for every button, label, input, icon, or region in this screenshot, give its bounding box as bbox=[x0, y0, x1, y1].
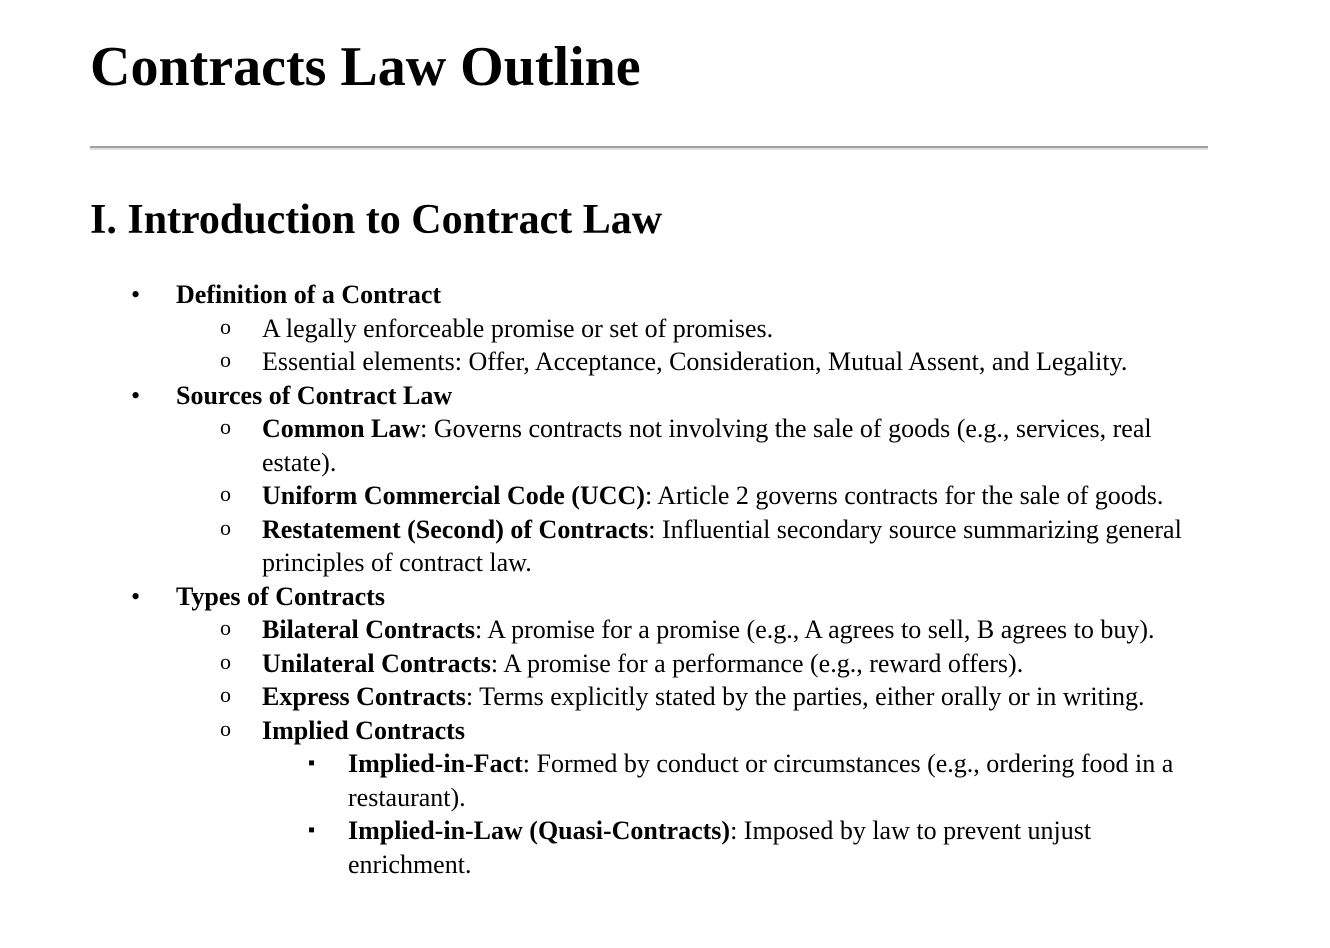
circle-bullet-icon: o bbox=[220, 414, 231, 439]
item-text: : A promise for a promise (e.g., A agrees to sell, B agrees to buy). bbox=[475, 615, 1155, 644]
list-item bbox=[220, 613, 1208, 647]
item-text: : A promise for a performance (e.g., reward offers). bbox=[490, 648, 1024, 678]
document-title: Contracts Law Outline bbox=[90, 36, 641, 98]
item-term: Implied Contracts bbox=[262, 715, 465, 745]
document-page bbox=[90, 0, 1208, 881]
item-term: Uniform Commercial Code (UCC) bbox=[262, 481, 645, 510]
list-item bbox=[220, 412, 1208, 479]
sub-list bbox=[176, 312, 1208, 379]
bullet-icon: • bbox=[131, 581, 141, 611]
list-item bbox=[220, 312, 1208, 346]
list-item bbox=[220, 714, 1208, 882]
item-heading: Types of Contracts bbox=[176, 581, 385, 611]
section-heading: I. Introduction to Contract Law bbox=[90, 197, 663, 243]
list-item bbox=[220, 680, 1208, 714]
item-term: Bilateral Contracts bbox=[262, 615, 476, 644]
list-item bbox=[131, 379, 1208, 580]
item-text: : Terms explicitly stated by the parties, either orally or in writing. bbox=[465, 682, 1145, 711]
circle-bullet-icon: o bbox=[220, 615, 231, 640]
square-bullet-icon: ▪ bbox=[308, 819, 316, 841]
circle-bullet-icon: o bbox=[220, 514, 231, 540]
item-text: A legally enforceable promise or set of promises. bbox=[262, 313, 774, 343]
circle-bullet-icon: o bbox=[220, 715, 231, 741]
item-text: : Formed by conduct or circumstances (e.g., ordering food in a restaurant). bbox=[348, 749, 1174, 812]
item-text: : Influential secondary source summarizing general principles of contract law. bbox=[262, 514, 1182, 577]
list-item bbox=[220, 345, 1208, 379]
item-heading: Definition of a Contract bbox=[176, 280, 442, 309]
circle-bullet-icon: o bbox=[220, 682, 231, 707]
list-item bbox=[308, 747, 1208, 814]
item-text: Essential elements: Offer, Acceptance, Consideration, Mutual Assent, and Legality. bbox=[262, 347, 1128, 376]
item-term: Restatement (Second) of Contracts bbox=[262, 514, 649, 544]
item-text: : Governs contracts not involving the sale of goods (e.g., services, real estate). bbox=[262, 414, 1152, 477]
item-text: : Imposed by law to prevent unjust enrichment. bbox=[348, 816, 1092, 879]
circle-bullet-icon: o bbox=[220, 313, 231, 339]
list-item bbox=[308, 814, 1208, 881]
list-item bbox=[131, 580, 1208, 882]
outline-list bbox=[90, 278, 1208, 881]
item-term: Unilateral Contracts bbox=[262, 648, 491, 678]
square-bullet-icon: ▪ bbox=[308, 752, 316, 774]
horizontal-rule bbox=[90, 146, 1208, 150]
item-term: Express Contracts bbox=[262, 682, 466, 711]
sub-list bbox=[176, 412, 1208, 580]
circle-bullet-icon: o bbox=[220, 481, 231, 506]
bullet-icon: • bbox=[131, 280, 141, 309]
item-heading: Sources of Contract Law bbox=[176, 380, 453, 410]
bullet-icon: • bbox=[131, 380, 141, 410]
item-term: Common Law bbox=[262, 414, 421, 443]
item-term: Implied-in-Fact bbox=[348, 749, 523, 778]
list-item bbox=[220, 479, 1208, 513]
item-term: Implied-in-Law (Quasi-Contracts) bbox=[348, 816, 731, 845]
sub-list bbox=[176, 613, 1208, 881]
item-text: : Article 2 governs contracts for the sale of goods. bbox=[644, 481, 1164, 510]
list-item bbox=[220, 647, 1208, 681]
circle-bullet-icon: o bbox=[220, 347, 231, 372]
circle-bullet-icon: o bbox=[220, 648, 231, 674]
list-item bbox=[131, 278, 1208, 379]
list-item bbox=[220, 513, 1208, 580]
sub-list bbox=[262, 747, 1208, 881]
